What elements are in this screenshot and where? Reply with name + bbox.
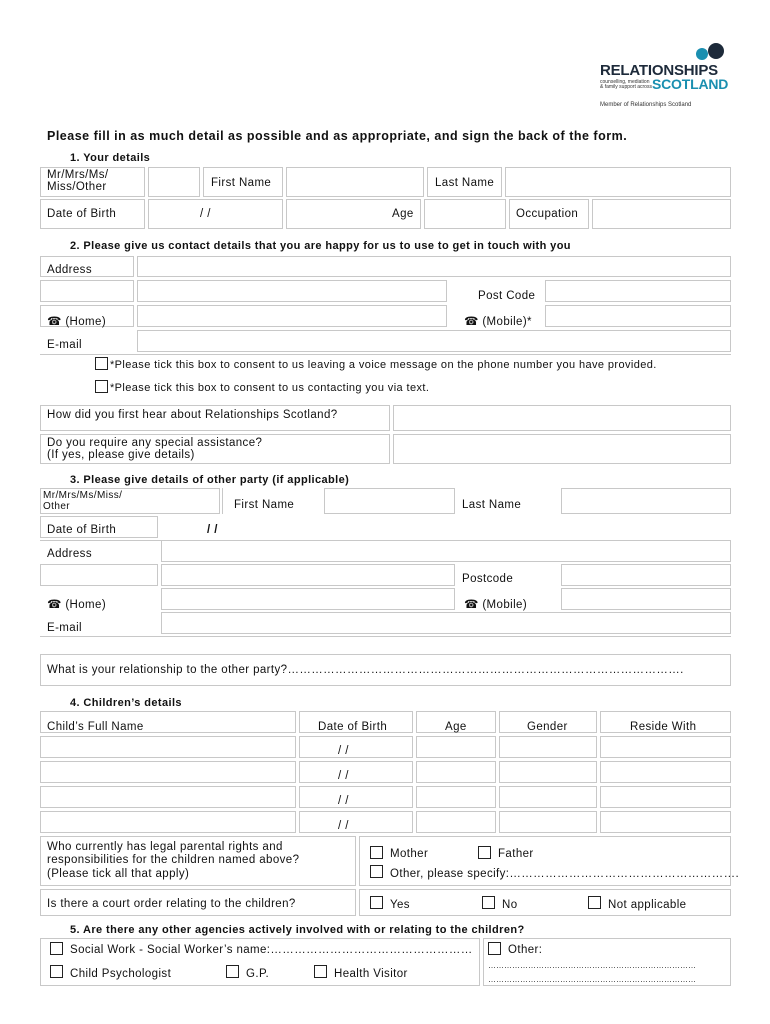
s3-first-name-field[interactable] — [324, 488, 455, 514]
s1-title-label-2: Miss/Other — [47, 181, 107, 193]
s2-address-field-2[interactable] — [137, 280, 447, 302]
child-psychologist-label: Child Psychologist — [70, 968, 172, 980]
section-3-heading: 3. Please give details of other party (if applicable) — [70, 474, 350, 486]
s2-address-spacer — [40, 280, 134, 302]
hear-about-label: How did you first hear about Relationships Scotland? — [47, 409, 338, 421]
s2-email-bottom-rule — [40, 354, 731, 355]
child-row-1-gender[interactable] — [499, 736, 597, 758]
special-assistance-label-2: (If yes, please give details) — [47, 449, 195, 461]
consent-text-label: *Please tick this box to consent to us contacting you via text. — [110, 382, 430, 394]
s3-address-label: Address — [47, 548, 92, 560]
logo-member-text: Member of Relationships Scotland — [600, 102, 692, 108]
child-row-2-age[interactable] — [416, 761, 496, 783]
child-row-1-name[interactable] — [40, 736, 296, 758]
child-row-4-age[interactable] — [416, 811, 496, 833]
s1-age-field[interactable] — [424, 199, 506, 229]
court-yes-checkbox[interactable] — [370, 896, 383, 909]
children-col-gender: Gender — [527, 721, 568, 733]
logo-name-line2: SCOTLAND — [652, 76, 729, 92]
s1-title-field[interactable] — [148, 167, 200, 197]
health-visitor-label: Health Visitor — [334, 968, 408, 980]
s3-email-label: E-mail — [47, 622, 82, 634]
s2-home-phone-label: ☎ (Home) — [47, 316, 107, 328]
other-agency-label: Other: — [508, 944, 543, 956]
s3-address-field-2[interactable] — [161, 564, 455, 586]
s1-dob-label: Date of Birth — [47, 208, 117, 220]
court-yes-label: Yes — [390, 899, 410, 911]
other-agency-checkbox[interactable] — [488, 942, 501, 955]
mother-label: Mother — [390, 848, 429, 860]
children-col-age: Age — [445, 721, 467, 733]
s2-email-label: E-mail — [47, 339, 82, 351]
children-col-reside: Reside With — [630, 721, 697, 733]
court-na-checkbox[interactable] — [588, 896, 601, 909]
health-visitor-checkbox[interactable] — [314, 965, 327, 978]
s2-mobile-phone-field[interactable] — [545, 305, 731, 327]
logo-name-line1: RELATIONSHIPS — [600, 62, 718, 79]
child-row-4-dob[interactable] — [299, 811, 413, 833]
child-psychologist-checkbox[interactable] — [50, 965, 63, 978]
consent-voice-checkbox[interactable] — [95, 357, 108, 370]
logo-tagline-2: & family support across — [600, 84, 652, 90]
father-label: Father — [498, 848, 534, 860]
s3-bottom-rule — [40, 636, 731, 637]
s3-mobile-phone-field[interactable] — [561, 588, 731, 610]
s3-last-name-label: Last Name — [462, 499, 522, 511]
s2-address-field-1[interactable] — [137, 256, 731, 277]
children-col-name: Child’s Full Name — [47, 721, 144, 733]
s1-occupation-label: Occupation — [516, 208, 579, 220]
parental-rights-label-1: Who currently has legal parental rights and — [47, 841, 283, 853]
gp-checkbox[interactable] — [226, 965, 239, 978]
section-5-heading: 5. Are there any other agencies actively involved with or relating to the children? — [70, 924, 525, 936]
organisation-logo — [600, 42, 729, 112]
s1-title-label-1: Mr/Mrs/Ms/ — [47, 169, 109, 181]
s1-dob-field[interactable] — [148, 199, 283, 229]
child-row-3-age[interactable] — [416, 786, 496, 808]
court-na-label: Not applicable — [608, 899, 687, 911]
s3-last-name-field[interactable] — [561, 488, 731, 514]
s3-dob-separator: / / — [207, 524, 218, 536]
s3-title-label-2: Other — [43, 501, 71, 512]
child-row-1-age[interactable] — [416, 736, 496, 758]
s1-age-label: Age — [392, 208, 414, 220]
s3-home-phone-field[interactable] — [161, 588, 455, 610]
s2-home-phone-field[interactable] — [137, 305, 447, 327]
court-order-label: Is there a court order relating to the children? — [47, 898, 296, 910]
child-row-3-dob-sep: / / — [338, 795, 349, 807]
s3-postcode-field[interactable] — [561, 564, 731, 586]
other-agency-line-2[interactable]: …………………………………………………………………… — [488, 975, 696, 984]
special-assistance-label-1: Do you require any special assistance? — [47, 437, 263, 449]
relationship-question: What is your relationship to the other party?………………………………………………………………………………………. — [47, 664, 684, 676]
s3-divider — [222, 488, 223, 514]
gp-label: G.P. — [246, 968, 270, 980]
child-row-3-dob[interactable] — [299, 786, 413, 808]
s3-home-phone-label: ☎ (Home) — [47, 599, 107, 611]
mother-checkbox[interactable] — [370, 846, 383, 859]
child-row-4-reside[interactable] — [600, 811, 731, 833]
s2-postcode-label: Post Code — [478, 290, 536, 302]
court-no-label: No — [502, 899, 518, 911]
section-2-heading: 2. Please give us contact details that you are happy for us to use to get in touch with you — [70, 240, 571, 252]
child-row-2-gender[interactable] — [499, 761, 597, 783]
s3-title-label-1: Mr/Mrs/Ms/Miss/ — [43, 490, 123, 501]
other-agency-line-1[interactable]: …………………………………………………………………… — [488, 961, 696, 970]
s1-first-name-label: First Name — [211, 177, 272, 189]
logo-bubbles-icon — [690, 42, 725, 62]
child-row-4-gender[interactable] — [499, 811, 597, 833]
s3-address-field-1[interactable] — [161, 540, 731, 562]
child-row-1-dob[interactable] — [299, 736, 413, 758]
s3-first-name-label: First Name — [234, 499, 295, 511]
s1-last-name-label: Last Name — [435, 177, 495, 189]
father-checkbox[interactable] — [478, 846, 491, 859]
s3-dob-label: Date of Birth — [47, 524, 117, 536]
other-parent-label: Other, please specify:…………………………………………………. — [390, 868, 740, 880]
special-assistance-field[interactable] — [393, 434, 731, 464]
logo-tagline-1: counselling, mediation — [600, 79, 650, 85]
s3-mobile-phone-label: ☎ (Mobile) — [464, 599, 528, 611]
s2-email-field[interactable] — [137, 330, 731, 352]
child-row-1-reside[interactable] — [600, 736, 731, 758]
child-row-4-dob-sep: / / — [338, 820, 349, 832]
child-row-1-dob-sep: / / — [338, 745, 349, 757]
court-no-checkbox[interactable] — [482, 896, 495, 909]
other-parent-checkbox[interactable] — [370, 865, 383, 878]
section-4-heading: 4. Children’s details — [70, 697, 182, 709]
parental-rights-label-3: (Please tick all that apply) — [47, 868, 190, 880]
s1-last-name-field[interactable] — [505, 167, 731, 197]
section-1-heading: 1. Your details — [70, 152, 151, 164]
child-row-3-gender[interactable] — [499, 786, 597, 808]
intro-instruction: Please fill in as much detail as possible and as appropriate, and sign the back of the form. — [47, 129, 628, 143]
s3-postcode-label: Postcode — [462, 573, 514, 585]
social-work-checkbox[interactable] — [50, 942, 63, 955]
s2-address-label: Address — [47, 264, 92, 276]
child-row-2-reside[interactable] — [600, 761, 731, 783]
s1-occupation-field[interactable] — [592, 199, 731, 229]
parental-rights-label-2: responsibilities for the children named above? — [47, 854, 300, 866]
child-row-4-name[interactable] — [40, 811, 296, 833]
s2-postcode-field[interactable] — [545, 280, 731, 302]
hear-about-field[interactable] — [393, 405, 731, 431]
children-col-dob: Date of Birth — [318, 721, 388, 733]
child-row-2-dob[interactable] — [299, 761, 413, 783]
social-work-label: Social Work - Social Worker’s name:…………………………………………… — [70, 944, 473, 956]
s1-dob-separator: / / — [200, 208, 211, 220]
s1-first-name-field[interactable] — [286, 167, 424, 197]
child-row-2-name[interactable] — [40, 761, 296, 783]
s3-email-field[interactable] — [161, 612, 731, 634]
child-row-2-dob-sep: / / — [338, 770, 349, 782]
s2-mobile-phone-label: ☎ (Mobile)* — [464, 316, 532, 328]
s3-address-spacer — [40, 564, 158, 586]
consent-text-checkbox[interactable] — [95, 380, 108, 393]
consent-voice-label: *Please tick this box to consent to us leaving a voice message on the phone number you have provided. — [110, 359, 657, 371]
child-row-3-reside[interactable] — [600, 786, 731, 808]
child-row-3-name[interactable] — [40, 786, 296, 808]
